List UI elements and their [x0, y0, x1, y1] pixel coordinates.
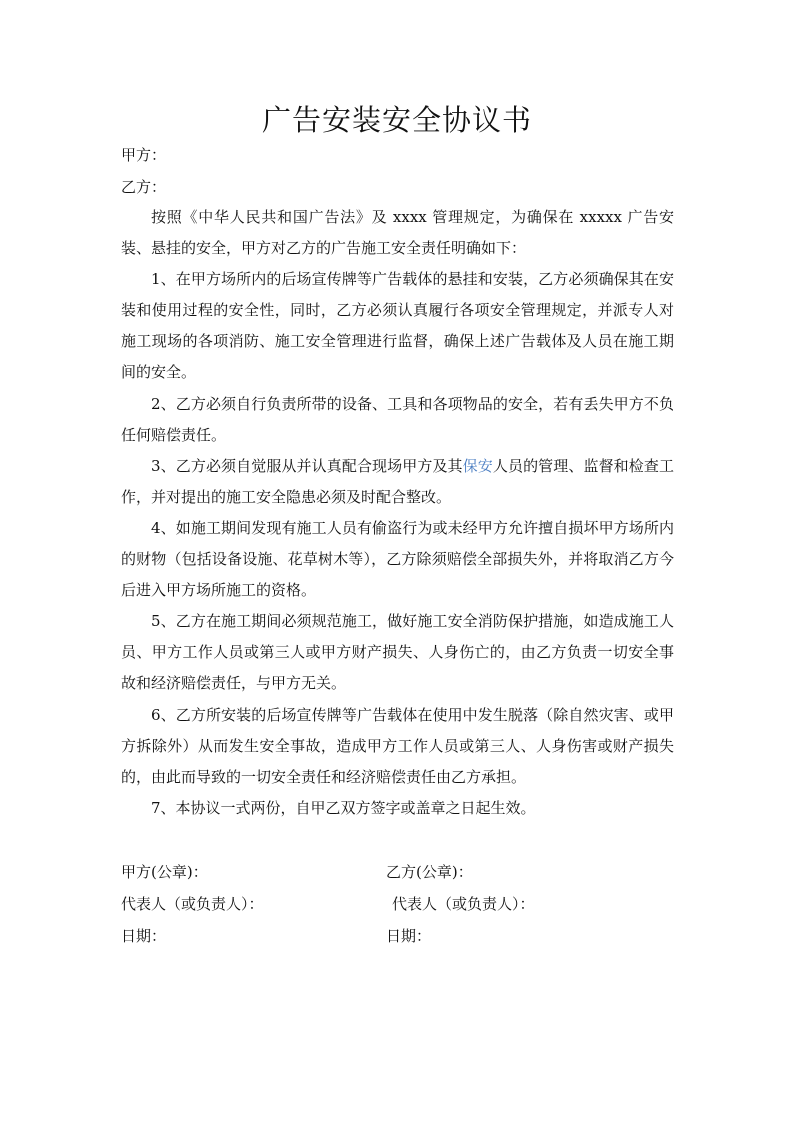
security-link[interactable]: 保安 — [462, 457, 493, 475]
clause-3-text-before: 3、乙方必须自觉服从并认真配合现场甲方及其 — [151, 457, 463, 475]
clause-1: 1、在甲方场所内的后场宣传牌等广告载体的悬挂和安装，乙方必须确保其在安装和使用过程的安全性，同时，乙方必须认真履行各项安全管理规定，并派专人对施工现场的各项消防、施工安全管理进行监督，确保上述广告载体及人员在施工期间的安全。 — [121, 270, 674, 381]
party-b-representative: 代表人（或负责人）： — [392, 895, 535, 913]
party-b-label: 乙方： — [121, 178, 167, 196]
clause-3-text-after: 人员的管理、监督和检查工作，并对提出的施工安全隐患必须及时配合整改。 — [121, 457, 674, 506]
clause-4: 4、如施工期间发现有施工人员有偷盗行为或未经甲方允许擅自损坏甲方场所内的财物（包括设备设施、花草树木等），乙方除须赔偿全部损失外，并将取消乙方今后进入甲方场所施工的资格。 — [121, 519, 674, 599]
clause-6: 6、乙方所安装的后场宣传牌等广告载体在使用中发生脱落（除自然灾害、或甲方拆除外）从而发生安全事故，造成甲方工作人员或第三人、人身伤害或财产损失的，由此而导致的一切安全责任和经济赔偿责任由乙方承担。 — [121, 706, 674, 786]
clause-3 — [121, 451, 674, 513]
party-a-seal: 甲方(公章)： — [121, 863, 208, 881]
party-a-label: 甲方： — [121, 146, 167, 164]
clause-5: 5、乙方在施工期间必须规范施工，做好施工安全消防保护措施，如造成施工人员、甲方工作人员或第三人或甲方财产损失、人身伤亡的，由乙方负责一切安全事故和经济赔偿责任，与甲方无关。 — [121, 612, 674, 692]
document-title: 广告安装安全协议书 — [261, 103, 532, 137]
clause-7: 7、本协议一式两份，自甲乙双方签字或盖章之日起生效。 — [151, 799, 536, 817]
intro-paragraph: 按照《中华人民共和国广告法》及 xxxx 管理规定，为确保在 xxxxx 广告安装、悬挂的安全，甲方对乙方的广告施工安全责任明确如下： — [121, 208, 674, 257]
party-b-seal: 乙方(公章)： — [386, 863, 473, 881]
clause-2: 2、乙方必须自行负责所带的设备、工具和各项物品的安全，若有丢失甲方不负任何赔偿责任。 — [121, 395, 674, 444]
party-b-date: 日期： — [386, 927, 432, 945]
party-a-date: 日期： — [121, 927, 167, 945]
party-a-representative: 代表人（或负责人）： — [121, 895, 264, 913]
